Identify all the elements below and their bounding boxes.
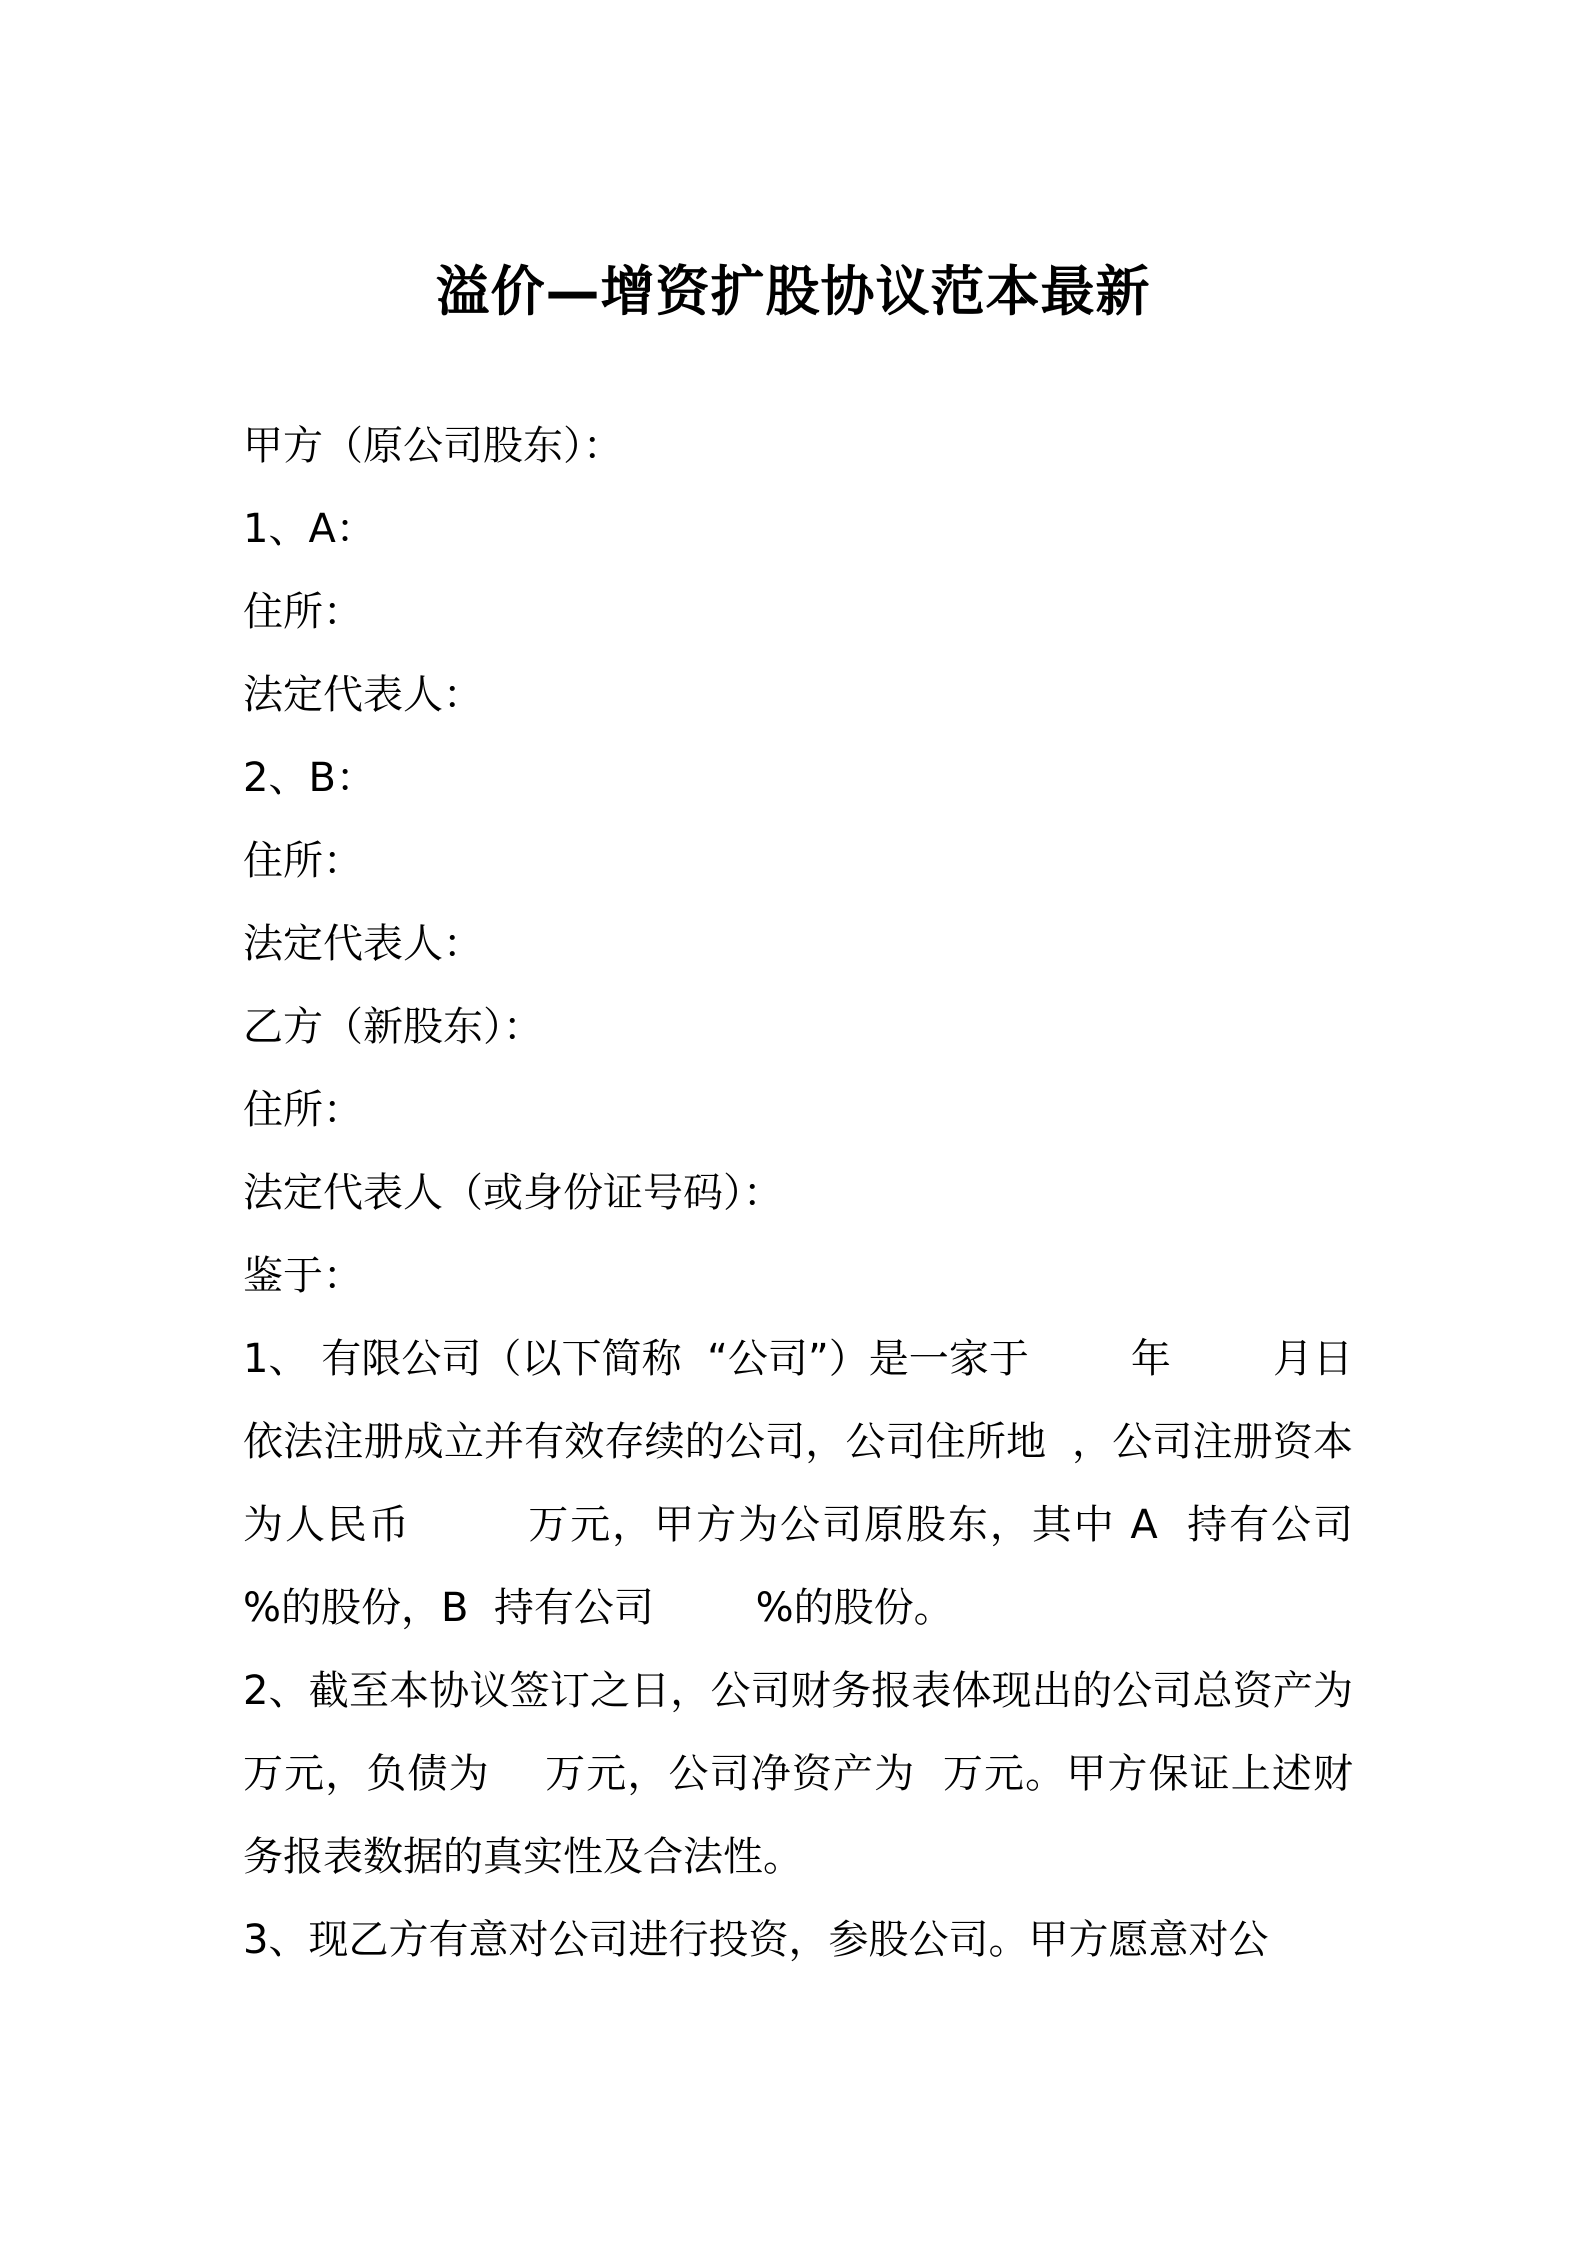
shareholder-b-label: 2、B： xyxy=(243,755,376,801)
shareholder-a-label: 1、A： xyxy=(243,506,376,552)
party-a-heading: 甲方（原公司股东）： xyxy=(243,423,623,469)
party-b-heading: 乙方（新股东）： xyxy=(243,1004,543,1050)
document-title: 溢价—增资扩股协议范本最新 xyxy=(435,260,1151,323)
shareholder-a-representative-label: 法定代表人： xyxy=(243,672,483,718)
shareholder-a-address-label: 住所： xyxy=(243,589,363,635)
whereas-heading: 鉴于： xyxy=(243,1253,363,1299)
shareholder-b-representative-label: 法定代表人： xyxy=(243,921,483,967)
party-b-address-label: 住所： xyxy=(243,1087,363,1133)
recital-paragraph-3: 3、现乙方有意对公司进行投资，参股公司。甲方愿意对公 xyxy=(243,1917,1269,1963)
party-b-representative-label: 法定代表人（或身份证号码）： xyxy=(243,1170,783,1216)
recital-paragraph-2: 2、截至本协议签订之日，公司财务报表体现出的公司总资产为 万元，负债为 万元，公司净资产为 万元。甲方保证上述财务报表数据的真实性及合法性。 xyxy=(243,1668,1379,1880)
recital-paragraph-1: 1、 有限公司（以下简称 “公司”）是一家于 年 月日依法注册成立并有效存续的公司，公司住所地 ，公司注册资本为人民币 万元，甲方为公司原股东，其中 A 持有公司 %的股份，B 持有公司 %的股份。 xyxy=(243,1336,1455,1631)
document-body xyxy=(243,405,1455,1982)
shareholder-b-address-label: 住所： xyxy=(243,838,363,884)
